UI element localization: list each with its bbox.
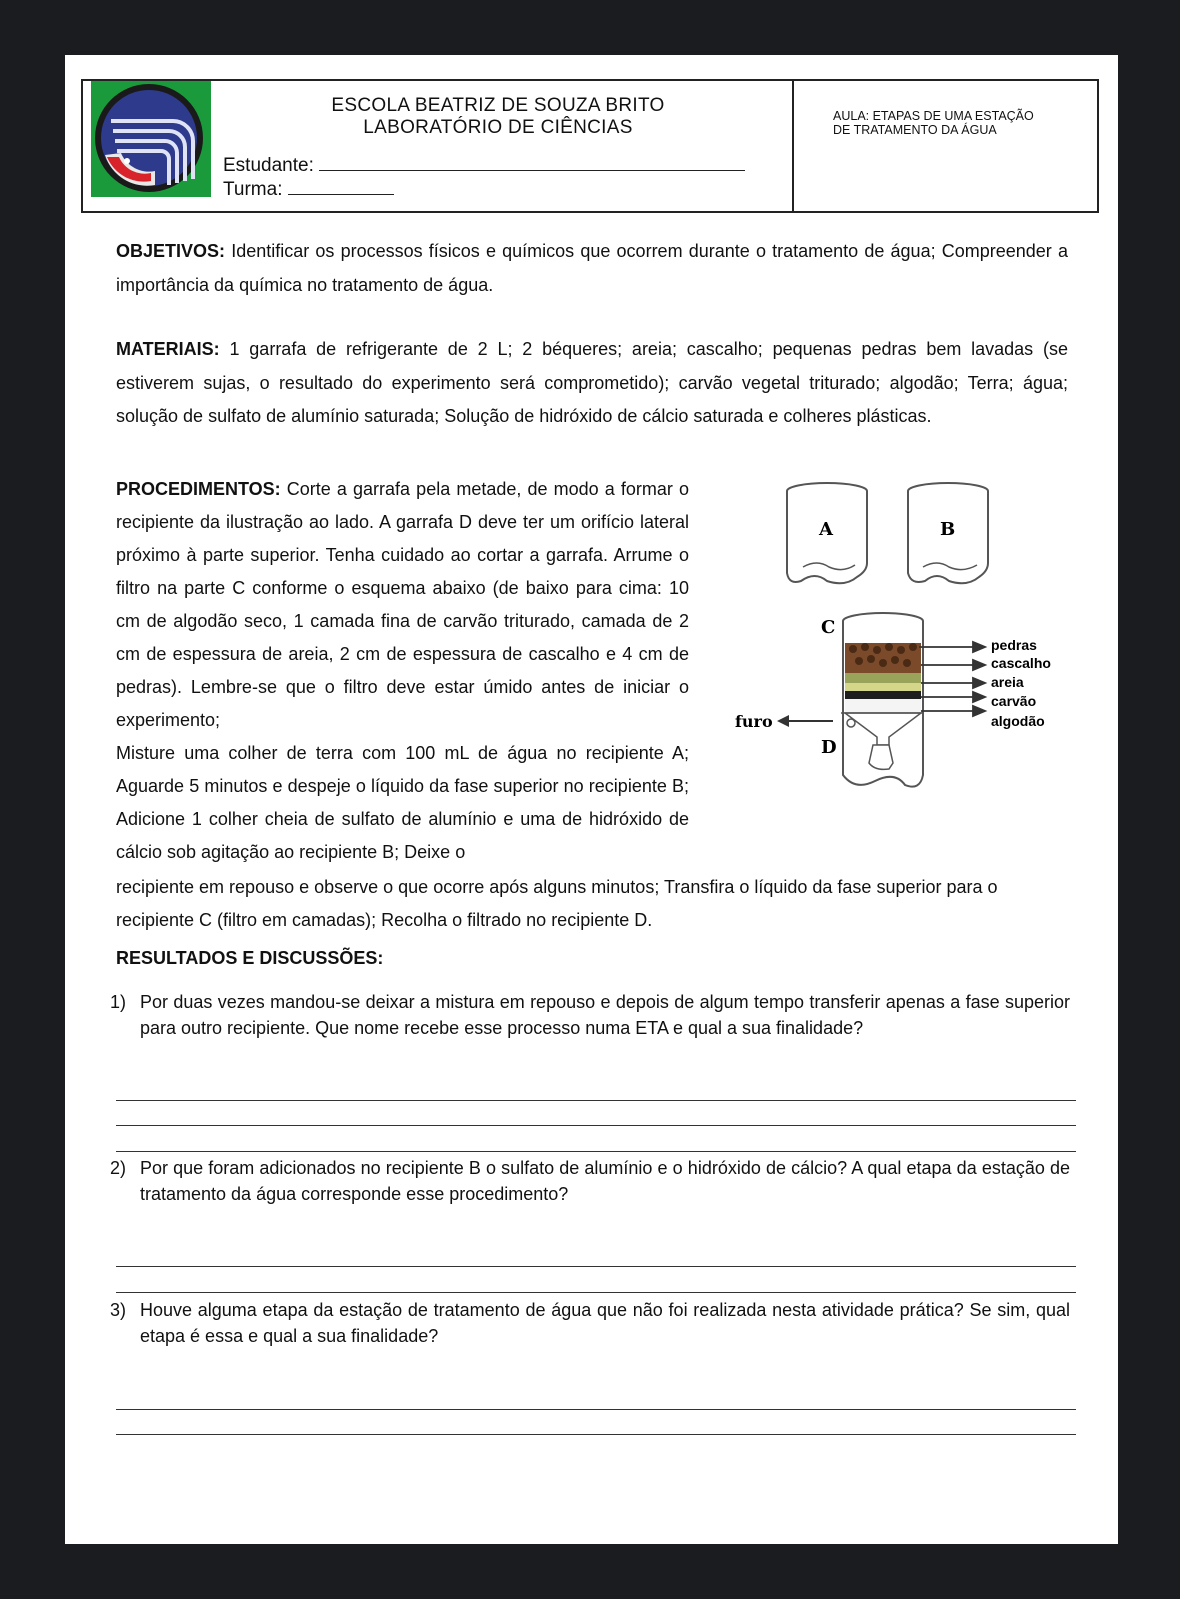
- question-text: Por que foram adicionados no recipiente B o sulfato de alumínio e o hidróxido de cálcio? A qual etapa da estação de tratamento da água corresponde esse procedimento?: [140, 1158, 1070, 1204]
- question-text: Por duas vezes mandou-se deixar a mistura em repouso e depois de algum tempo transferir apenas a fase superior para outro recipiente. Que nome recebe esse processo numa ETA e qual a sua finalidade?: [140, 992, 1070, 1038]
- layer-label-carvao: carvão: [991, 693, 1037, 709]
- label-c: C: [821, 617, 836, 638]
- layer-arrow-head: [973, 678, 985, 688]
- student-blank-line[interactable]: [319, 156, 745, 171]
- class-field[interactable]: [223, 179, 394, 201]
- layer-label-cascalho: cascalho: [991, 655, 1051, 671]
- procedimentos-text: Corte a garrafa pela metade, de modo a formar o recipiente da ilustração ao lado. A garrafa D deve ter um orifício lateral próximo à parte superior. Tenha cuidado ao cortar a garrafa. Arrume o filtro na parte C conforme o esquema abaixo (de baixo para cima: 10 cm de algodão seco, 1 camada fina de carvão triturado, camada de 2 cm de espessura de areia, 2 cm de espessura de cascalho e 4 cm de pedras). Lembre-se que o filtro deve estar úmido antes de iniciar o experimento;: [116, 479, 689, 730]
- lab-name-line: LABORATÓRIO DE CIÊNCIAS: [363, 117, 633, 138]
- procedimentos-text-continued: Misture uma colher de terra com 100 mL de água no recipiente A; Aguarde 5 minutos e despeje o líquido da fase superior no recipiente B; Adicione 1 colher cheia de sulfato de alumínio e uma de hidróxido de cálcio sob agitação ao recipiente B; Deixe o: [116, 743, 689, 862]
- school-name-line: ESCOLA BEATRIZ DE SOUZA BRITO: [331, 95, 665, 116]
- filter-diagram: [705, 475, 1085, 800]
- student-label: Estudante:: [223, 155, 314, 176]
- question-number: 1): [110, 992, 127, 1012]
- materiais-text: 1 garrafa de refrigerante de 2 L; 2 béqueres; areia; cascalho; pequenas pedras bem lavadas (se estiverem sujas, o resultado do experimento será comprometido); carvão vegetal triturado; algodão; Terra; água; solução de sulfato de alumínio saturada; Solução de hidróxido de cálcio saturada e colheres plásticas.: [116, 339, 1068, 426]
- answer-line[interactable]: [116, 1100, 1076, 1101]
- lesson-title-line: AULA: ETAPAS DE UMA ESTAÇÃO: [833, 109, 1034, 123]
- question-3: [110, 1298, 1070, 1349]
- answer-line[interactable]: [116, 1434, 1076, 1435]
- header-divider: [792, 81, 794, 211]
- lesson-title-line: DE TRATAMENTO DA ÁGUA: [833, 123, 997, 137]
- answer-line[interactable]: [116, 1409, 1076, 1410]
- answer-line[interactable]: [116, 1266, 1076, 1267]
- layer-arrow-head: [973, 692, 985, 702]
- question-text: Houve alguma etapa da estação de tratamento de água que não foi realizada nesta atividade prática? Se sim, qual etapa é essa e qual a sua finalidade?: [140, 1300, 1070, 1346]
- lesson-title: [833, 109, 1073, 137]
- objetivos-label: OBJETIVOS:: [116, 241, 226, 261]
- layer-arrow-head: [973, 642, 985, 652]
- objetivos-text: Identificar os processos físicos e químicos que ocorrem durante o tratamento de água; Compreender a importância da química no tratamento de água.: [116, 241, 1068, 295]
- answer-line[interactable]: [116, 1151, 1076, 1152]
- objetivos-paragraph: [116, 235, 1068, 302]
- school-logo: [91, 81, 211, 197]
- procedimentos-paragraph: [116, 473, 689, 869]
- layer-arrow-head: [973, 706, 985, 716]
- question-1: [110, 990, 1070, 1041]
- materiais-paragraph: [116, 333, 1068, 434]
- question-2: [110, 1156, 1070, 1207]
- label-a: A: [819, 519, 833, 540]
- school-name: [313, 95, 683, 139]
- procedimentos-paragraph-end: recipiente em repouso e observe o que ocorre após alguns minutos; Transfira o líquido da fase superior para o recipiente C (filtro em camadas); Recolha o filtrado no recipiente D.: [116, 877, 998, 930]
- label-furo: furo: [735, 712, 773, 731]
- class-label: Turma:: [223, 179, 283, 200]
- question-number: 2): [110, 1158, 127, 1178]
- student-field[interactable]: [223, 155, 745, 177]
- label-d: D: [821, 737, 837, 758]
- layer-arrow-head: [973, 660, 985, 670]
- answer-line[interactable]: [116, 1125, 1076, 1126]
- worksheet-page: [65, 55, 1118, 1544]
- layer-label-pedras: pedras: [991, 637, 1037, 653]
- header-box: [81, 79, 1099, 213]
- class-blank-line[interactable]: [288, 180, 394, 195]
- question-number: 3): [110, 1300, 127, 1320]
- layer-label-algodao: algodão: [991, 713, 1045, 729]
- materiais-label: MATERIAIS:: [116, 339, 220, 359]
- answer-line[interactable]: [116, 1292, 1076, 1293]
- resultados-title: RESULTADOS E DISCUSSÕES:: [116, 948, 384, 968]
- furo-arrow-head: [777, 715, 789, 727]
- procedimentos-label: PROCEDIMENTOS:: [116, 479, 281, 499]
- label-b: B: [940, 519, 956, 540]
- layer-label-areia: areia: [991, 674, 1024, 690]
- filter-bottle: [841, 613, 923, 787]
